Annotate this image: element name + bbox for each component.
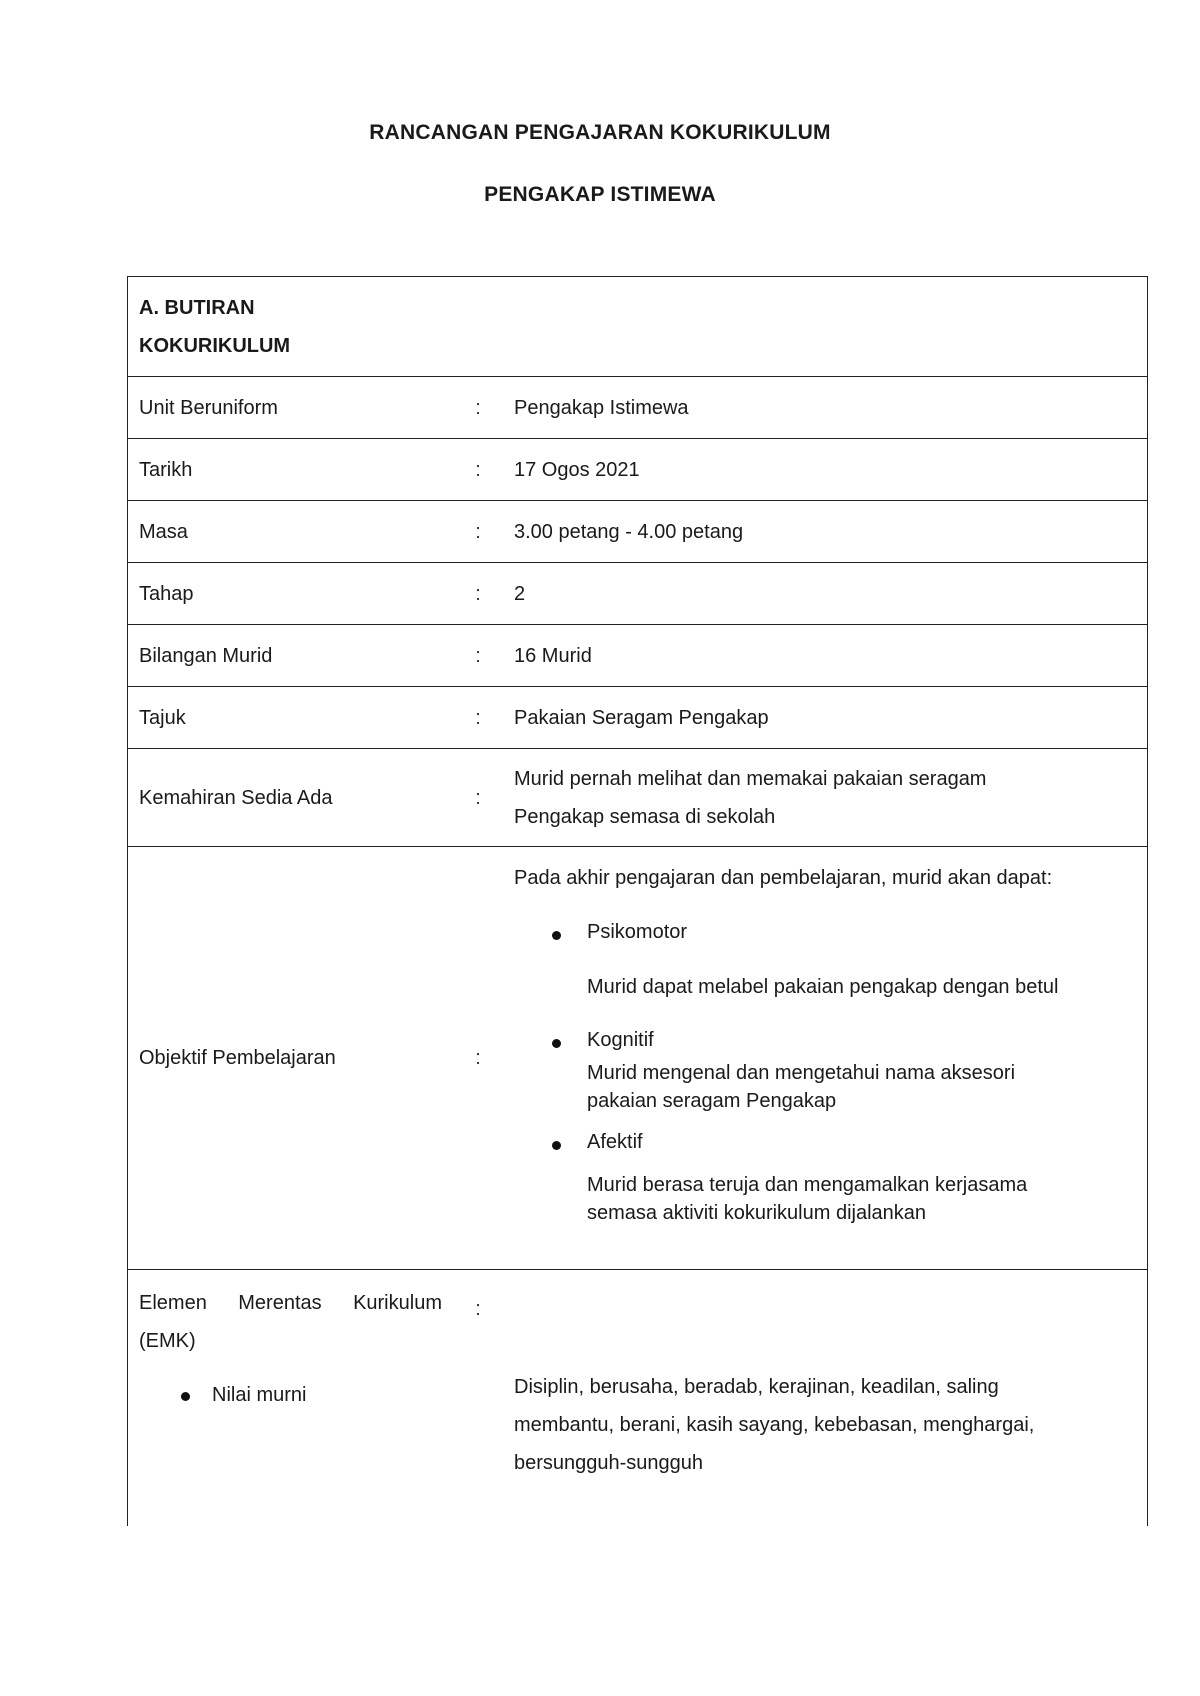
objective-intro: Pada akhir pengajaran dan pembelajaran, murid akan dapat: <box>514 867 1053 889</box>
emk-bullet-label: Nilai murni <box>212 1384 307 1406</box>
row-value <box>503 1270 1147 1526</box>
table-row <box>128 847 1147 1270</box>
row-value: Pengakap Istimewa <box>514 396 689 419</box>
table-row <box>128 377 1147 439</box>
row-value-line: bersungguh-sungguh <box>514 1452 704 1474</box>
section-heading-line1: A. BUTIRAN <box>139 296 255 319</box>
row-label: Tarikh <box>139 458 193 481</box>
bullet-icon <box>552 931 561 940</box>
row-value: 2 <box>514 582 526 605</box>
row-colon: : <box>475 706 481 729</box>
row-value: Pakaian Seragam Pengakap <box>514 706 769 729</box>
table-row <box>128 625 1147 687</box>
row-colon: : <box>475 396 481 419</box>
emk-label-word: Merentas <box>238 1292 322 1314</box>
bullet-icon <box>552 1039 561 1048</box>
row-colon: : <box>475 1047 481 1069</box>
objective-title: Afektif <box>587 1131 643 1153</box>
emk-bullet-item <box>139 1380 442 1410</box>
row-label <box>128 1270 453 1526</box>
row-value: 17 Ogos 2021 <box>514 458 640 481</box>
row-value <box>503 749 1147 846</box>
objective-item <box>514 917 1136 1001</box>
row-value: 3.00 petang - 4.00 petang <box>514 520 744 543</box>
row-value <box>503 847 1147 1269</box>
objective-desc: pakaian seragam Pengakap <box>587 1090 837 1112</box>
row-label: Tahap <box>139 582 194 605</box>
section-header-row <box>128 277 1147 377</box>
objective-desc: Murid berasa teruja dan mengamalkan kerjasama <box>587 1174 1028 1196</box>
objective-desc: semasa aktiviti kokurikulum dijalankan <box>587 1202 927 1224</box>
objective-title: Psikomotor <box>587 921 688 943</box>
objective-item <box>514 1025 1136 1115</box>
objective-item <box>514 1127 1136 1227</box>
table-row <box>128 501 1147 563</box>
emk-label-abbr: (EMK) <box>139 1330 196 1352</box>
row-colon: : <box>475 458 481 481</box>
row-colon: : <box>475 520 481 543</box>
row-value-line: Murid pernah melihat dan memakai pakaian seragam <box>514 767 987 790</box>
section-heading <box>128 277 453 376</box>
row-label: Bilangan Murid <box>139 644 273 667</box>
row-colon: : <box>475 582 481 605</box>
table-row <box>128 563 1147 625</box>
document-subtitle: PENGAKAP ISTIMEWA <box>484 183 716 206</box>
row-label: Masa <box>139 520 188 543</box>
bullet-icon <box>552 1141 561 1150</box>
table-row <box>128 749 1147 847</box>
row-colon: : <box>475 644 481 667</box>
row-value-line: Pengakap semasa di sekolah <box>514 805 776 828</box>
row-label: Kemahiran Sedia Ada <box>139 786 333 809</box>
bullet-icon <box>181 1392 190 1401</box>
table-row <box>128 439 1147 501</box>
row-value-line: Disiplin, berusaha, beradab, kerajinan, keadilan, saling <box>514 1376 999 1398</box>
row-label: Unit Beruniform <box>139 396 278 419</box>
section-heading-line2: KOKURIKULUM <box>139 334 291 357</box>
emk-label <box>139 1284 442 1322</box>
row-label: Objektif Pembelajaran <box>139 1047 336 1069</box>
section-header-value-cell <box>503 277 1147 376</box>
objective-desc: Murid dapat melabel pakaian pengakap dengan betul <box>587 976 1059 998</box>
row-value: 16 Murid <box>514 644 592 667</box>
section-header-colon-cell <box>453 277 503 376</box>
details-table <box>127 276 1148 1526</box>
objective-desc: Murid mengenal dan mengetahui nama aksesori <box>587 1062 1016 1084</box>
row-colon: : <box>475 1298 481 1320</box>
row-colon: : <box>475 786 481 809</box>
table-row <box>128 1270 1147 1526</box>
document-title: RANCANGAN PENGAJARAN KOKURIKULUM <box>369 121 831 144</box>
table-row <box>128 687 1147 749</box>
emk-label-word: Elemen <box>139 1292 207 1314</box>
row-value-line: membantu, berani, kasih sayang, kebebasan, menghargai, <box>514 1414 1035 1436</box>
objective-title: Kognitif <box>587 1029 654 1051</box>
emk-label-word: Kurikulum <box>353 1292 442 1314</box>
row-label: Tajuk <box>139 706 186 729</box>
